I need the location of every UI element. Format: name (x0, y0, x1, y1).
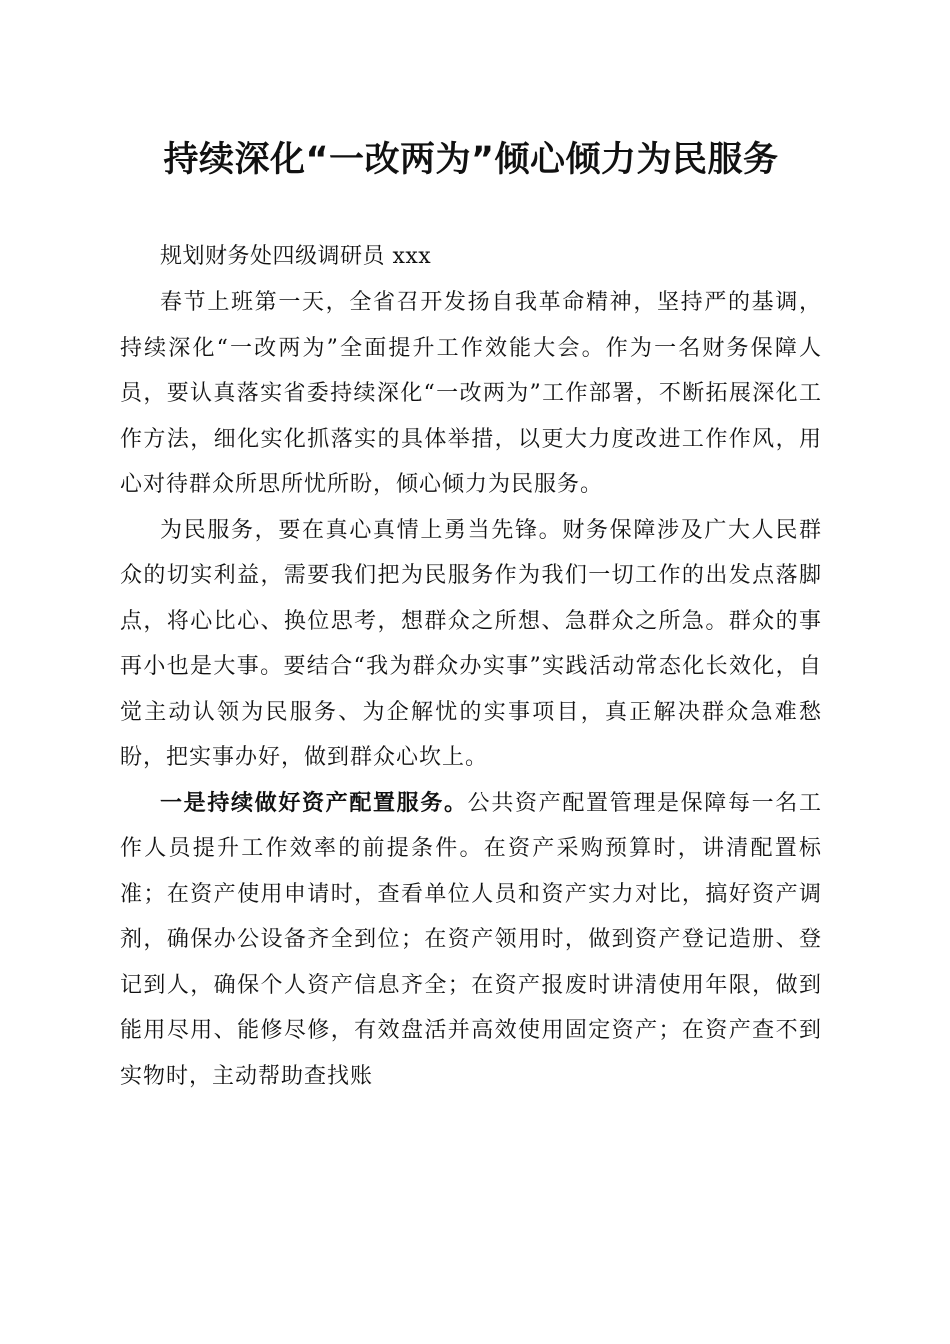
paragraph-3-lead: 一是持续做好资产配置服务。 (160, 789, 468, 816)
paragraph-2-text: 为民服务，要在真心真情上勇当先锋。财务保障涉及广大人民群众的切实利益，需要我们把为民服务作为我们一切工作的出发点落脚点，将心比心、换位思考，想群众之所想、急群众之所急。群众的事再小也是大事。要结合“我为群众办实事”实践活动常态化长效化，自觉主动认领为民服务、为企解忧的实事项目，真正解决群众急难愁盼，把实事办好，做到群众心坎上。 (120, 517, 822, 770)
document-title: 持续深化“一改两为”倾心倾力为民服务 (163, 140, 779, 180)
paragraph-1-text: 春节上班第一天，全省召开发扬自我革命精神，坚持严的基调，持续深化“一改两为”全面提升工作效能大会。作为一名财务保障人员，要认真落实省委持续深化“一改两为”工作部署，不断拓展深化工作方法，细化实化抓落实的具体举措，以更大力度改进工作作风，用心对待群众所思所忧所盼，倾心倾力为民服务。 (120, 290, 822, 497)
paragraph-1 (120, 280, 822, 508)
paragraph-2 (120, 508, 822, 781)
author-line: 规划财务处四级调研员 xxx (160, 244, 432, 269)
paragraph-3-text: 公共资产配置管理是保障每一名工作人员提升工作效率的前提条件。在资产采购预算时，讲清配置标准；在资产使用申请时，查看单位人员和资产实力对比，搞好资产调剂，确保办公设备齐全到位；在资产领用时，做到资产登记造册、登记到人，确保个人资产信息齐全；在资产报废时讲清使用年限，做到能用尽用、能修尽修，有效盘活并高效使用固定资产；在资产查不到实物时，主动帮助查找账 (120, 790, 822, 1089)
paragraph-3 (120, 781, 822, 1100)
